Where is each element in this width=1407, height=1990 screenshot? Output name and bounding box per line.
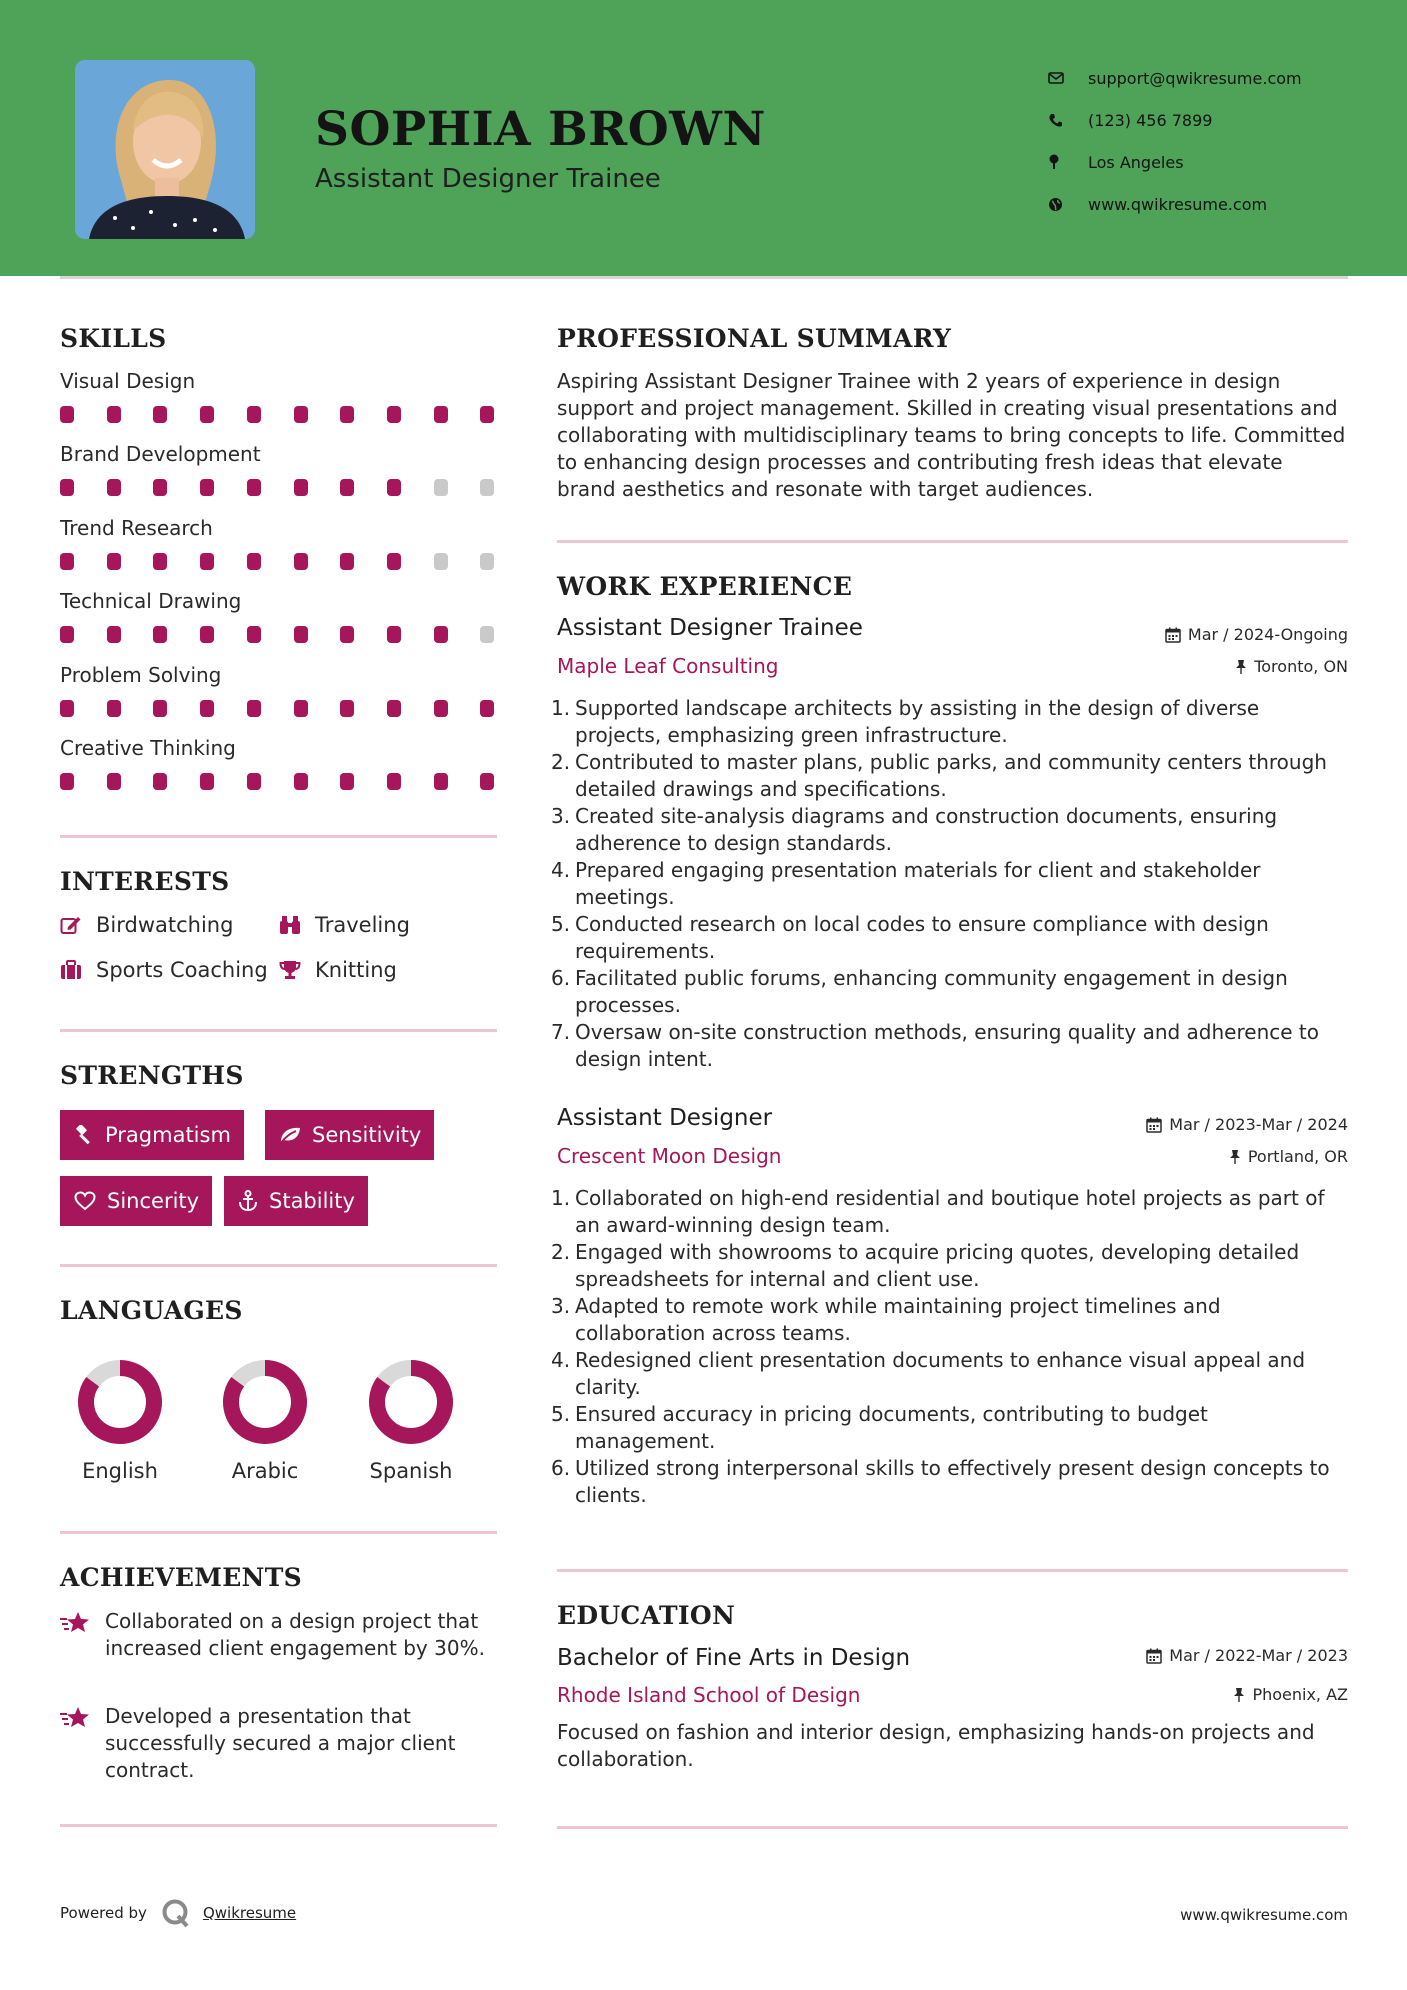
- strength-label: Sensitivity: [312, 1123, 422, 1147]
- contact-location-text: Los Angeles: [1088, 152, 1184, 172]
- contact-website-text: www.qwikresume.com: [1088, 194, 1268, 214]
- candidate-name: SOPHIA BROWN: [315, 102, 766, 157]
- skill-item: [60, 366, 500, 439]
- skill-dot-filled: [387, 626, 401, 643]
- job-dates: [1146, 1115, 1348, 1134]
- skill-dot-filled: [153, 700, 167, 717]
- skill-dot-filled: [60, 479, 74, 496]
- strength-label: Pragmatism: [105, 1123, 231, 1147]
- job-bullet: 7. Oversaw on-site construction methods, ensuring quality and adherence to design intent.: [551, 1020, 1319, 1071]
- language-item: [210, 1357, 320, 1483]
- skill-item: [60, 586, 500, 659]
- skill-rating: [60, 616, 500, 652]
- job-location: [1235, 657, 1348, 676]
- skill-dot-filled: [340, 479, 354, 496]
- skill-dot-filled: [153, 553, 167, 570]
- strengths-heading: STRENGTHS: [60, 1061, 244, 1090]
- languages-heading: LANGUAGES: [60, 1296, 243, 1325]
- contact-list: [1048, 57, 1368, 225]
- strength-badge: [265, 1110, 434, 1160]
- interest-label: Knitting: [315, 958, 397, 982]
- education-dates: [1146, 1646, 1348, 1665]
- skill-dot-filled: [340, 773, 354, 790]
- skill-item: [60, 439, 500, 512]
- section-divider: [60, 835, 497, 838]
- calendar-icon: [1165, 627, 1181, 643]
- contact-email[interactable]: [1048, 57, 1368, 99]
- skill-dot-filled: [340, 406, 354, 423]
- language-item: [356, 1357, 466, 1483]
- skill-dot-filled: [200, 626, 214, 643]
- skill-dot-filled: [107, 626, 121, 643]
- contact-website[interactable]: [1048, 183, 1368, 225]
- skill-dot-filled: [434, 406, 448, 423]
- job-title: Assistant Designer: [557, 1105, 773, 1131]
- job-dates: [1165, 625, 1348, 644]
- phone-icon: [1048, 113, 1088, 128]
- skill-dot-filled: [200, 773, 214, 790]
- powered-by-text: Powered by: [60, 1904, 147, 1922]
- language-ring: [75, 1357, 165, 1447]
- education-dates-text: Mar / 2022-Mar / 2023: [1169, 1646, 1348, 1665]
- strength-badge: [60, 1110, 244, 1160]
- contact-phone[interactable]: [1048, 99, 1368, 141]
- skill-dot-filled: [294, 553, 308, 570]
- strength-badge: [224, 1176, 368, 1226]
- skill-dot-filled: [294, 626, 308, 643]
- gavel-icon: [74, 1125, 94, 1145]
- job-bullet: 2. Contributed to master plans, public parks, and community centers through detailed drawings and specifications.: [551, 750, 1327, 801]
- skill-dot-filled: [434, 626, 448, 643]
- footer-credit: [60, 1898, 296, 1928]
- skill-dot-filled: [107, 773, 121, 790]
- qwikresume-logo-icon: [161, 1898, 191, 1928]
- skill-dot-filled: [387, 479, 401, 496]
- job-bullet: 6. Facilitated public forums, enhancing community engagement in design processes.: [551, 966, 1288, 1017]
- language-ring: [366, 1357, 456, 1447]
- suitcase-icon: [60, 960, 96, 980]
- skill-dot-filled: [294, 406, 308, 423]
- section-divider: [60, 1264, 497, 1267]
- achievement-text: Developed a presentation that successfully secured a major client contract.: [105, 1704, 456, 1782]
- interest-label: Birdwatching: [96, 913, 234, 937]
- skill-dot-empty: [480, 479, 494, 496]
- skill-dot-filled: [247, 773, 261, 790]
- heart-icon: [74, 1191, 96, 1211]
- skill-dot-filled: [340, 553, 354, 570]
- contact-email-text: support@qwikresume.com: [1088, 68, 1302, 88]
- skill-dot-filled: [60, 773, 74, 790]
- skill-dot-empty: [434, 479, 448, 496]
- skill-dot-filled: [200, 479, 214, 496]
- skill-dot-filled: [247, 479, 261, 496]
- skill-dot-empty: [480, 553, 494, 570]
- skill-item: [60, 660, 500, 733]
- skill-dot-filled: [247, 553, 261, 570]
- star-award-icon: [60, 1608, 105, 1662]
- interest-item: [60, 910, 233, 940]
- skill-dot-filled: [60, 700, 74, 717]
- skill-dot-filled: [294, 479, 308, 496]
- job-bullet: 5. Ensured accuracy in pricing documents, contributing to budget management.: [551, 1402, 1208, 1453]
- education-location-text: Phoenix, AZ: [1252, 1685, 1348, 1704]
- job-title: Assistant Designer Trainee: [557, 615, 863, 641]
- achievement-item: [60, 1608, 500, 1662]
- globe-icon: [1048, 197, 1088, 212]
- job-location: [1229, 1147, 1348, 1166]
- job-bullet: 5. Conducted research on local codes to ensure compliance with design requirements.: [551, 912, 1269, 963]
- skill-name: Trend Research: [60, 515, 213, 540]
- skill-dot-filled: [60, 626, 74, 643]
- education-description: Focused on fashion and interior design, emphasizing hands-on projects and collaboration.: [557, 1720, 1315, 1771]
- skill-dot-filled: [247, 626, 261, 643]
- skill-name: Problem Solving: [60, 662, 222, 687]
- skill-dot-filled: [107, 479, 121, 496]
- section-divider: [557, 1569, 1348, 1572]
- contact-location: [1048, 141, 1368, 183]
- skill-dot-filled: [480, 406, 494, 423]
- job-company: Maple Leaf Consulting: [557, 654, 779, 678]
- job-bullet-list: [551, 695, 1351, 1073]
- job-bullet: 4. Redesigned client presentation documents to enhance visual appeal and clarity.: [551, 1348, 1306, 1399]
- interest-label: Sports Coaching: [96, 958, 268, 982]
- school-name: Rhode Island School of Design: [557, 1683, 861, 1707]
- skill-dot-filled: [107, 700, 121, 717]
- trophy-icon: [279, 960, 315, 980]
- section-divider: [60, 1029, 497, 1032]
- pushpin-icon: [1233, 1687, 1245, 1702]
- achievement-item: [60, 1703, 500, 1784]
- job-bullet: 4. Prepared engaging presentation materials for client and stakeholder meetings.: [551, 858, 1261, 909]
- summary-text: Aspiring Assistant Designer Trainee with 2 years of experience in design support and project management. Skilled in creating visual presentations and collaborating with multidisciplinary teams to bring concepts to life. Committed to enhancing design processes and contributing fresh ideas that elevate brand aesthetics and resonate with target audiences.: [557, 369, 1346, 501]
- skills-list: [60, 366, 500, 806]
- skill-rating: [60, 763, 500, 799]
- language-item: [65, 1357, 175, 1483]
- job-bullet: 3. Adapted to remote work while maintaining project timelines and collaboration across teams.: [551, 1294, 1221, 1345]
- candidate-title: Assistant Designer Trainee: [315, 164, 661, 194]
- summary-heading: PROFESSIONAL SUMMARY: [557, 324, 952, 353]
- section-divider: [60, 1531, 497, 1534]
- language-ring: [220, 1357, 310, 1447]
- contact-phone-text: (123) 456 7899: [1088, 110, 1213, 130]
- skill-dot-filled: [294, 773, 308, 790]
- interest-item: [279, 910, 410, 940]
- skill-rating: [60, 543, 500, 579]
- star-award-icon: [60, 1703, 105, 1784]
- binoculars-icon: [279, 915, 315, 935]
- job-company: Crescent Moon Design: [557, 1144, 782, 1168]
- skill-dot-filled: [247, 700, 261, 717]
- skill-rating: [60, 469, 500, 505]
- job-location-text: Portland, OR: [1247, 1147, 1348, 1166]
- skill-dot-filled: [60, 553, 74, 570]
- header-divider: [60, 276, 1348, 279]
- language-name: English: [82, 1459, 158, 1483]
- anchor-icon: [238, 1190, 258, 1212]
- skill-rating: [60, 396, 500, 432]
- pushpin-icon: [1229, 1149, 1241, 1164]
- skill-item: [60, 733, 500, 806]
- job-bullet-list: [551, 1185, 1351, 1509]
- skill-item: [60, 513, 500, 586]
- profile-photo: [75, 60, 255, 239]
- skill-dot-empty: [434, 553, 448, 570]
- footer-website[interactable]: www.qwikresume.com: [1180, 1906, 1348, 1924]
- skill-dot-filled: [153, 479, 167, 496]
- strength-badge: [60, 1176, 212, 1226]
- section-divider: [557, 540, 1348, 543]
- leaf-icon: [279, 1126, 301, 1144]
- skill-dot-filled: [434, 773, 448, 790]
- pushpin-icon: [1235, 659, 1247, 674]
- skill-name: Technical Drawing: [60, 589, 242, 614]
- map-pin-icon: [1048, 154, 1088, 170]
- skill-dot-empty: [480, 626, 494, 643]
- skill-name: Brand Development: [60, 442, 261, 467]
- job-bullet: 6. Utilized strong interpersonal skills to effectively present design concepts to clients.: [551, 1456, 1330, 1507]
- experience-heading: WORK EXPERIENCE: [557, 572, 853, 601]
- education-location: [1233, 1685, 1348, 1704]
- skill-dot-filled: [387, 773, 401, 790]
- job-dates-text: Mar / 2024-Ongoing: [1187, 625, 1348, 644]
- interests-heading: INTERESTS: [60, 867, 230, 896]
- strength-label: Stability: [269, 1189, 355, 1213]
- envelope-icon: [1048, 71, 1088, 85]
- skill-dot-filled: [153, 626, 167, 643]
- skill-dot-filled: [200, 406, 214, 423]
- pen-square-icon: [60, 915, 96, 935]
- skill-dot-filled: [153, 773, 167, 790]
- skill-dot-filled: [107, 553, 121, 570]
- skill-dot-filled: [294, 700, 308, 717]
- interest-item: [60, 955, 268, 985]
- resume-header: [0, 0, 1407, 276]
- language-name: Arabic: [231, 1459, 299, 1483]
- skill-dot-filled: [200, 700, 214, 717]
- skill-dot-filled: [387, 553, 401, 570]
- skill-dot-filled: [60, 406, 74, 423]
- calendar-icon: [1146, 1117, 1162, 1133]
- qwikresume-link[interactable]: Qwikresume: [202, 1904, 297, 1922]
- achievements-heading: ACHIEVEMENTS: [60, 1563, 302, 1592]
- job-dates-text: Mar / 2023-Mar / 2024: [1169, 1115, 1348, 1134]
- skill-dot-filled: [247, 406, 261, 423]
- skill-name: Creative Thinking: [60, 735, 236, 760]
- interest-label: Traveling: [315, 913, 410, 937]
- skill-dot-filled: [200, 553, 214, 570]
- education-heading: EDUCATION: [557, 1601, 736, 1630]
- interest-item: [279, 955, 397, 985]
- skill-dot-filled: [434, 700, 448, 717]
- job-location-text: Toronto, ON: [1254, 657, 1348, 676]
- skill-dot-filled: [480, 773, 494, 790]
- language-name: Spanish: [369, 1459, 453, 1483]
- section-divider: [557, 1826, 1348, 1829]
- skill-dot-filled: [340, 700, 354, 717]
- skill-dot-filled: [340, 626, 354, 643]
- skill-dot-filled: [387, 406, 401, 423]
- job-bullet: 2. Engaged with showrooms to acquire pricing quotes, developing detailed spreadsheets for internal and client use.: [551, 1240, 1300, 1291]
- achievement-text: Collaborated on a design project that increased client engagement by 30%.: [105, 1609, 485, 1660]
- calendar-icon: [1146, 1648, 1162, 1664]
- strength-label: Sincerity: [107, 1189, 200, 1213]
- job-bullet: 3. Created site-analysis diagrams and construction documents, ensuring adherence to design standards.: [551, 804, 1278, 855]
- job-bullet: 1. Supported landscape architects by assisting in the design of diverse projects, emphasizing green infrastructure.: [551, 696, 1260, 747]
- skill-dot-filled: [107, 406, 121, 423]
- skills-heading: SKILLS: [60, 324, 167, 353]
- skill-name: Visual Design: [60, 369, 196, 393]
- section-divider: [60, 1824, 497, 1827]
- skill-dot-filled: [387, 700, 401, 717]
- degree-title: Bachelor of Fine Arts in Design: [557, 1645, 911, 1671]
- skill-dot-filled: [153, 406, 167, 423]
- skill-dot-filled: [480, 700, 494, 717]
- skill-rating: [60, 690, 500, 726]
- job-bullet: 1. Collaborated on high-end residential and boutique hotel projects as part of an award-winning design team.: [551, 1186, 1325, 1237]
